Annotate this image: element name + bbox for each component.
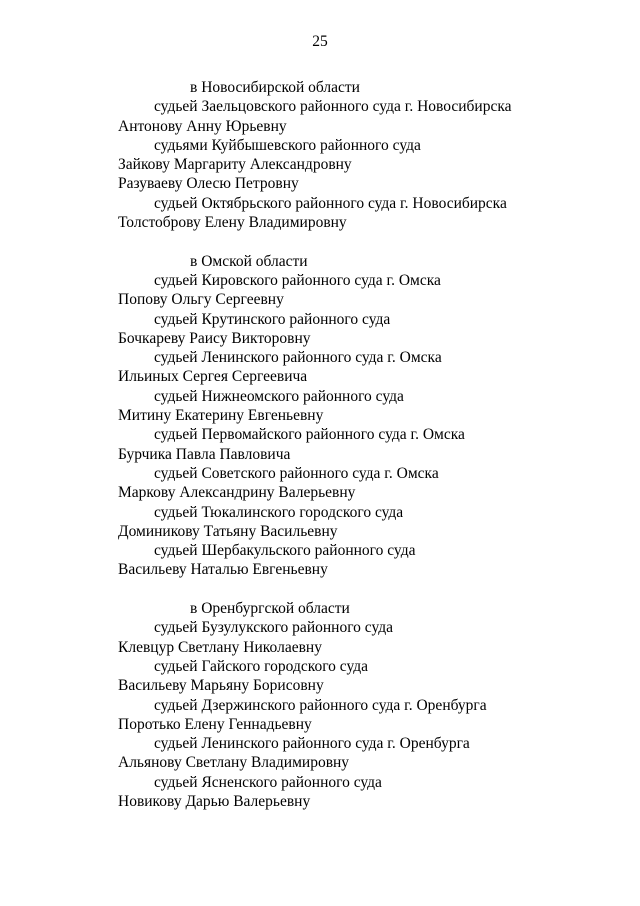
judge-name: Попову Ольгу Сергеевну [118,291,284,309]
judge-name: Антонову Анну Юрьевну [118,117,287,135]
court-line: судьей Тюкалинского городского суда [154,503,404,521]
court-line: судьей Ленинского районного суда г. Омска [154,349,442,367]
section-spacer [0,232,640,251]
judge-name: Альянову Светлану Владимировну [118,754,350,772]
court-line: судьей Ясненского районного суда [154,773,382,791]
judge-name: Доминикову Татьяну Васильевну [118,522,338,540]
judge-name: Новикову Дарью Валерьевну [118,792,311,810]
court-line: судьей Октябрьского районного суда г. Новосибирска [154,194,507,212]
court-line: судьей Дзержинского районного суда г. Оренбурга [154,696,487,714]
judge-name: Толстоброву Елену Владимировну [118,214,347,232]
court-line: судьями Куйбышевского районного суда [154,136,421,154]
page-number: 25 [312,33,328,50]
court-line: судьей Гайского городского суда [154,657,369,675]
judge-name: Маркову Александрину Валерьевну [118,484,356,502]
court-line: судьей Ленинского районного суда г. Оренбурга [154,735,470,753]
region-heading: в Новосибирской области [190,79,360,96]
judge-name: Ильиных Сергея Сергеевича [118,368,308,386]
region-heading: в Оренбургской области [190,600,350,618]
court-line: судьей Крутинского районного суда [154,310,391,328]
judge-name: Клевцур Светлану Николаевну [118,638,322,656]
region-heading: в Омской области [190,252,308,270]
court-line: судьей Бузулукского районного суда [154,619,394,637]
judge-name: Васильеву Марьяну Борисовну [118,677,324,695]
appointment-list [0,78,640,811]
court-line: судьей Шербакульского районного суда [154,542,416,560]
judge-name: Бочкареву Раису Викторовну [118,329,311,347]
judge-name: Поротько Елену Геннадьевну [118,715,312,733]
judge-name: Васильеву Наталью Евгеньевну [118,561,328,579]
court-line: судьей Кировского районного суда г. Омска [154,271,441,289]
section-spacer [0,580,640,599]
court-line: судьей Первомайского районного суда г. Омска [154,426,465,444]
judge-name: Митину Екатерину Евгеньевну [118,407,324,425]
court-line: судьей Нижнеомского районного суда [154,387,404,405]
judge-name: Зайкову Маргариту Александровну [118,156,352,174]
judge-name: Бурчика Павла Павловича [118,445,291,463]
court-line: судьей Советского районного суда г. Омска [154,464,439,482]
court-line: судьей Заельцовского районного суда г. Новосибирска [154,98,512,116]
judge-name: Разуваеву Олесю Петровну [118,175,299,193]
